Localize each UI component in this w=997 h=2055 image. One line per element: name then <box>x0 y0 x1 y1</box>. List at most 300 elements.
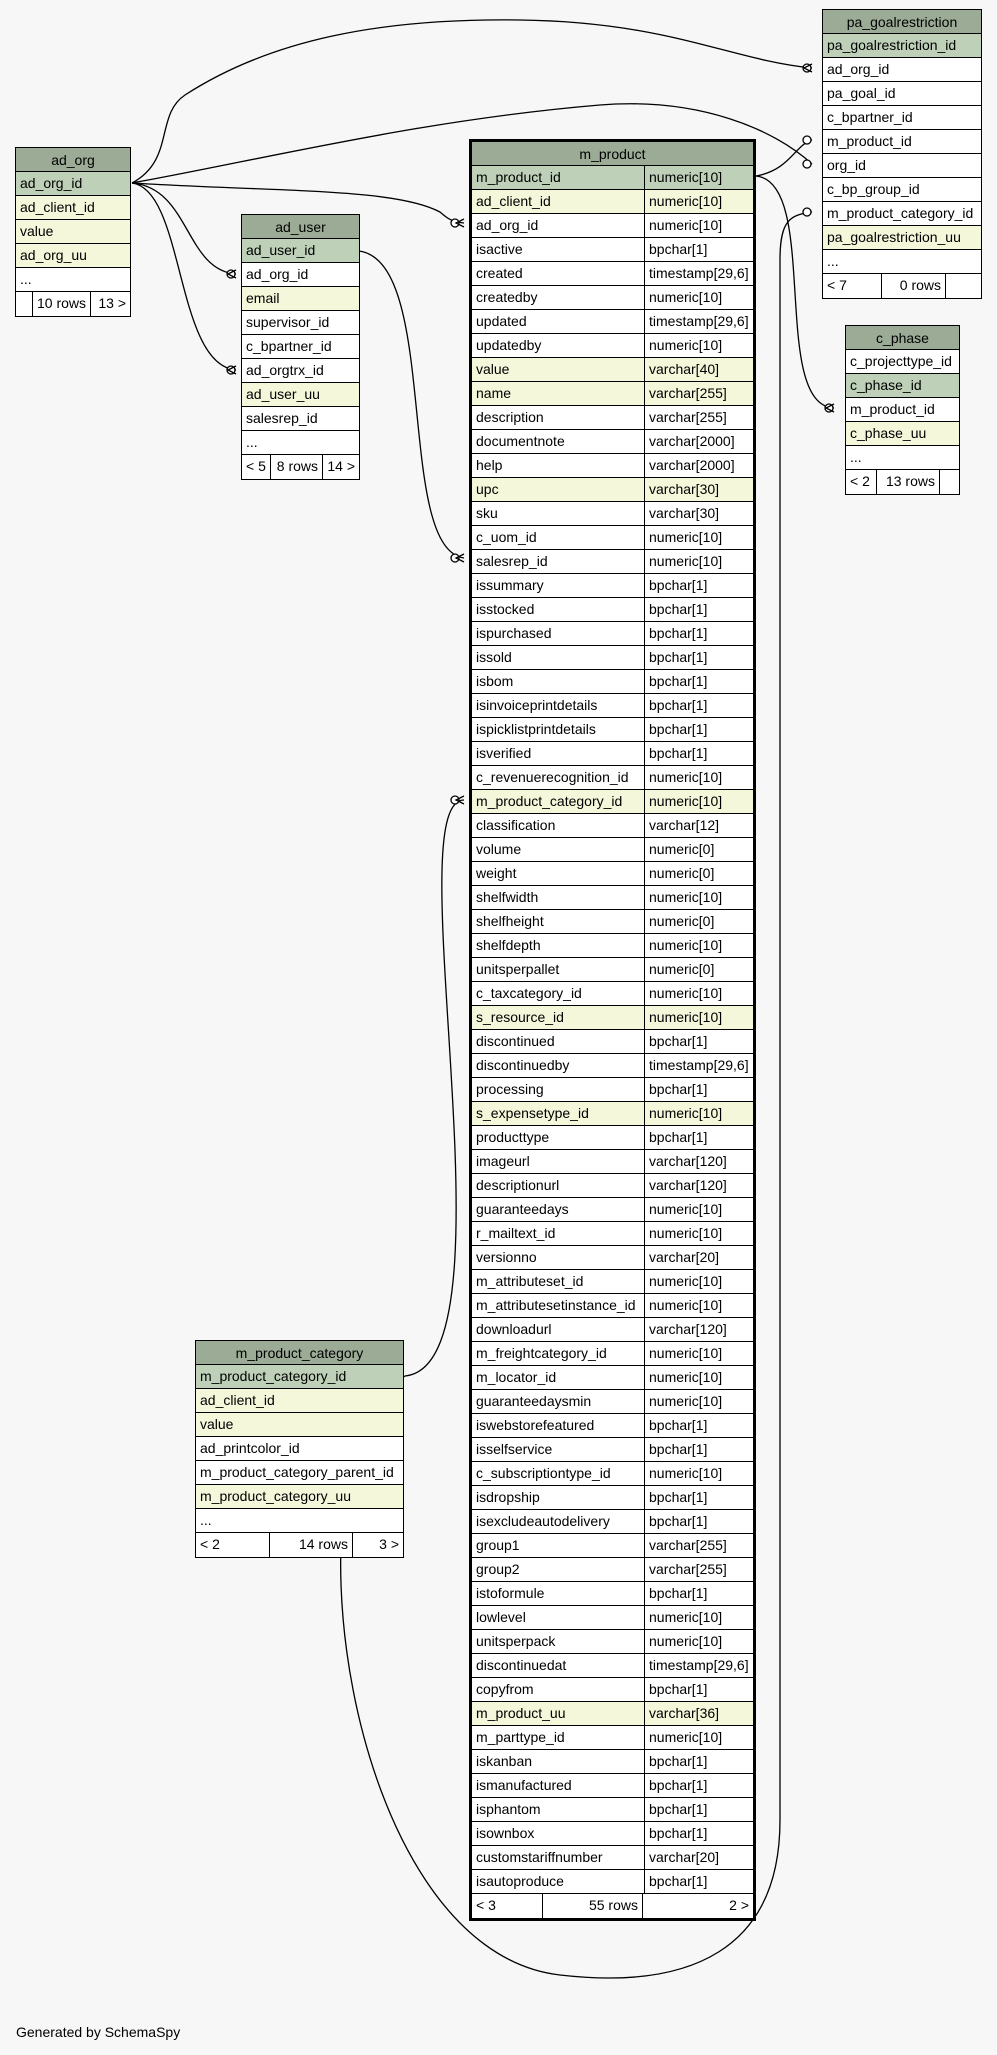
column-type: numeric[10] <box>644 334 753 357</box>
table-column-row[interactable] <box>823 226 981 250</box>
column-type: numeric[10] <box>644 1342 753 1365</box>
column-type: bpchar[1] <box>644 1510 753 1533</box>
table-footer <box>472 1894 753 1918</box>
table-pa-goalrestriction[interactable] <box>822 9 982 299</box>
column-type: numeric[10] <box>644 934 753 957</box>
column-name: ismanufactured <box>476 1777 572 1793</box>
column-type: varchar[20] <box>644 1846 753 1869</box>
table-column-row[interactable] <box>242 263 359 287</box>
table-column-row[interactable] <box>196 1365 403 1389</box>
table-column-row[interactable] <box>242 383 359 407</box>
column-type: numeric[10] <box>644 1006 753 1029</box>
column-name: m_locator_id <box>476 1369 557 1385</box>
table-header[interactable]: ad_user <box>242 215 359 239</box>
column-type: bpchar[1] <box>644 694 753 717</box>
relation-line <box>405 800 464 1376</box>
table-header[interactable]: m_product <box>472 142 753 166</box>
table-column-row[interactable] <box>242 335 359 359</box>
column-name: versionno <box>476 1249 537 1265</box>
table-column-row[interactable] <box>472 1798 753 1822</box>
footer-children-link[interactable]: 2 > <box>642 1894 753 1918</box>
table-column-row[interactable] <box>472 166 753 190</box>
column-type: varchar[2000] <box>644 430 753 453</box>
column-type: bpchar[1] <box>644 1798 753 1821</box>
table-column-row[interactable] <box>472 502 753 526</box>
column-name: m_parttype_id <box>476 1729 565 1745</box>
footer-parents-link[interactable]: < 5 <box>246 458 266 474</box>
table-column-row[interactable] <box>472 262 753 286</box>
table-column-row[interactable] <box>472 1606 753 1630</box>
column-name: ad_user_uu <box>246 386 320 402</box>
column-name: c_bpartner_id <box>246 338 332 354</box>
table-c-phase[interactable] <box>845 325 960 495</box>
column-name: customstariffnumber <box>476 1849 603 1865</box>
column-name: isverified <box>476 745 532 761</box>
table-column-row[interactable] <box>472 190 753 214</box>
table-column-row[interactable] <box>472 1318 753 1342</box>
column-name: guaranteedays <box>476 1201 569 1217</box>
table-column-row[interactable] <box>823 250 981 274</box>
table-column-row[interactable] <box>472 910 753 934</box>
column-name: lowlevel <box>476 1609 526 1625</box>
column-name: m_freightcategory_id <box>476 1345 607 1361</box>
column-name: isexcludeautodelivery <box>476 1513 610 1529</box>
footer-row-count: 55 rows <box>542 1894 642 1918</box>
table-column-row[interactable] <box>472 526 753 550</box>
column-type: varchar[36] <box>644 1702 753 1725</box>
column-type: varchar[2000] <box>644 454 753 477</box>
column-name: email <box>246 290 280 306</box>
table-column-row[interactable] <box>472 1414 753 1438</box>
table-header[interactable]: m_product_category <box>196 1341 403 1365</box>
column-name: supervisor_id <box>246 314 330 330</box>
relation-optional-marker <box>803 64 811 72</box>
table-column-row[interactable] <box>472 646 753 670</box>
column-type: numeric[10] <box>644 286 753 309</box>
column-type: numeric[10] <box>644 1222 753 1245</box>
column-name: ad_printcolor_id <box>200 1440 300 1456</box>
column-type: numeric[10] <box>644 1462 753 1485</box>
column-name: ad_org_id <box>20 175 83 191</box>
column-name: imageurl <box>476 1153 530 1169</box>
table-column-row[interactable] <box>472 1246 753 1270</box>
table-column-row[interactable] <box>16 172 130 196</box>
footer-row-count: 10 rows <box>32 292 90 316</box>
table-column-row[interactable] <box>196 1389 403 1413</box>
table-column-row[interactable] <box>472 1078 753 1102</box>
column-name: ispicklistprintdetails <box>476 721 596 737</box>
column-name: c_phase_uu <box>850 425 927 441</box>
column-name: ... <box>20 271 32 287</box>
table-column-row[interactable] <box>472 1102 753 1126</box>
table-column-row[interactable] <box>472 454 753 478</box>
table-column-row[interactable] <box>472 358 753 382</box>
footer-parents-link[interactable] <box>16 292 32 316</box>
relation-optional-marker <box>451 219 459 227</box>
table-column-row[interactable] <box>472 1174 753 1198</box>
table-column-row[interactable] <box>16 220 130 244</box>
table-column-row[interactable] <box>472 1582 753 1606</box>
column-name: salesrep_id <box>476 553 548 569</box>
column-type: bpchar[1] <box>644 1774 753 1797</box>
column-name: discontinued <box>476 1033 555 1049</box>
table-column-row[interactable] <box>472 838 753 862</box>
column-name: unitsperpallet <box>476 961 560 977</box>
column-name: ... <box>827 253 839 269</box>
table-column-row[interactable] <box>472 598 753 622</box>
table-column-row[interactable] <box>472 622 753 646</box>
column-type: numeric[10] <box>644 190 753 213</box>
table-column-row[interactable] <box>196 1413 403 1437</box>
relation-line <box>132 183 236 370</box>
column-name: createdby <box>476 289 538 305</box>
table-ad-user[interactable] <box>241 214 360 480</box>
column-name: m_product_id <box>476 169 561 185</box>
column-name: help <box>476 457 503 473</box>
table-column-row[interactable] <box>472 1678 753 1702</box>
column-name: shelfdepth <box>476 937 541 953</box>
table-column-row[interactable] <box>472 478 753 502</box>
footer-row-count: 13 rows <box>876 470 939 494</box>
column-type: numeric[10] <box>644 1270 753 1293</box>
table-ad-org[interactable] <box>15 147 131 317</box>
column-name: isinvoiceprintdetails <box>476 697 598 713</box>
table-header[interactable]: ad_org <box>16 148 130 172</box>
column-type: bpchar[1] <box>644 574 753 597</box>
table-column-row[interactable] <box>472 1438 753 1462</box>
column-name: group2 <box>476 1561 520 1577</box>
table-column-row[interactable] <box>472 1846 753 1870</box>
crowfoot-marker <box>804 64 812 72</box>
relation-optional-marker <box>451 554 459 562</box>
column-name: ... <box>850 449 862 465</box>
column-name: c_phase_id <box>850 377 922 393</box>
table-column-row[interactable] <box>472 742 753 766</box>
column-type: bpchar[1] <box>644 646 753 669</box>
table-column-row[interactable] <box>472 574 753 598</box>
column-type: bpchar[1] <box>644 598 753 621</box>
table-column-row[interactable] <box>472 1654 753 1678</box>
table-column-row[interactable] <box>472 1198 753 1222</box>
column-name: created <box>476 265 523 281</box>
table-column-row[interactable] <box>472 214 753 238</box>
relation-optional-marker <box>803 208 811 216</box>
column-type: numeric[10] <box>644 166 753 189</box>
relation-optional-marker <box>227 270 235 278</box>
crowfoot-marker <box>456 554 464 562</box>
table-column-row[interactable] <box>472 1510 753 1534</box>
table-column-row[interactable] <box>472 1534 753 1558</box>
table-m-product-category[interactable] <box>195 1340 404 1558</box>
table-column-row[interactable] <box>472 814 753 838</box>
table-column-row[interactable] <box>472 1462 753 1486</box>
column-name: value <box>20 223 54 239</box>
footer-parents-link[interactable]: < 3 <box>476 1897 496 1913</box>
column-type: numeric[10] <box>644 1198 753 1221</box>
column-name: description <box>476 409 544 425</box>
generated-by-label: Generated by SchemaSpy <box>16 2024 181 2040</box>
table-column-row[interactable] <box>472 1390 753 1414</box>
column-name: m_product_category_parent_id <box>200 1464 394 1480</box>
column-name: ... <box>246 434 258 450</box>
table-column-row[interactable] <box>472 1270 753 1294</box>
column-name: producttype <box>476 1129 550 1145</box>
column-type: bpchar[1] <box>644 1126 753 1149</box>
relation-optional-marker <box>803 160 811 168</box>
column-type: bpchar[1] <box>644 1030 753 1053</box>
table-column-row[interactable] <box>472 1030 753 1054</box>
table-column-row[interactable] <box>472 1150 753 1174</box>
relation-optional-marker <box>803 136 811 144</box>
table-column-row[interactable] <box>472 1750 753 1774</box>
table-column-row[interactable] <box>472 670 753 694</box>
table-column-row[interactable] <box>846 446 959 470</box>
relation-line <box>756 140 812 176</box>
column-name: ad_org_id <box>246 266 309 282</box>
column-type: varchar[255] <box>644 406 753 429</box>
table-column-row[interactable] <box>472 238 753 262</box>
table-column-row[interactable] <box>196 1509 403 1533</box>
column-name: m_product_id <box>850 401 935 417</box>
column-name: unitsperpack <box>476 1633 556 1649</box>
table-column-row[interactable] <box>472 1126 753 1150</box>
table-column-row[interactable] <box>196 1437 403 1461</box>
column-name: isownbox <box>476 1825 535 1841</box>
table-column-row[interactable] <box>472 886 753 910</box>
column-name: value <box>476 361 510 377</box>
table-column-row[interactable] <box>472 310 753 334</box>
column-name: iswebstorefeatured <box>476 1417 595 1433</box>
column-type: timestamp[29,6] <box>644 1054 753 1077</box>
crowfoot-marker <box>456 219 464 227</box>
column-name: c_taxcategory_id <box>476 985 582 1001</box>
table-column-row[interactable] <box>472 1486 753 1510</box>
column-type: numeric[10] <box>644 1102 753 1125</box>
table-column-row[interactable] <box>472 1630 753 1654</box>
column-type: bpchar[1] <box>644 742 753 765</box>
table-column-row[interactable] <box>472 694 753 718</box>
column-type: timestamp[29,6] <box>644 262 753 285</box>
column-name: m_product_category_id <box>476 793 623 809</box>
table-column-row[interactable] <box>472 1294 753 1318</box>
column-name: c_subscriptiontype_id <box>476 1465 611 1481</box>
table-column-row[interactable] <box>472 958 753 982</box>
footer-children-link[interactable]: 14 > <box>322 455 359 479</box>
table-column-row[interactable] <box>472 718 753 742</box>
column-type: varchar[40] <box>644 358 753 381</box>
table-column-row[interactable] <box>242 431 359 455</box>
column-type: bpchar[1] <box>644 718 753 741</box>
table-column-row[interactable] <box>846 398 959 422</box>
column-name: discontinuedby <box>476 1057 570 1073</box>
column-type: numeric[10] <box>644 214 753 237</box>
table-column-row[interactable] <box>823 58 981 82</box>
table-footer <box>16 292 130 316</box>
table-header[interactable]: pa_goalrestriction <box>823 10 981 34</box>
table-column-row[interactable] <box>472 1222 753 1246</box>
table-column-row[interactable] <box>472 286 753 310</box>
table-column-row[interactable] <box>472 1006 753 1030</box>
column-name: m_product_uu <box>476 1705 566 1721</box>
column-type: varchar[255] <box>644 382 753 405</box>
table-column-row[interactable] <box>472 1774 753 1798</box>
relation-line <box>359 251 464 558</box>
column-type: bpchar[1] <box>644 1486 753 1509</box>
column-type: varchar[120] <box>644 1174 753 1197</box>
table-footer <box>823 274 981 298</box>
column-name: m_product_id <box>827 133 912 149</box>
column-type: numeric[0] <box>644 958 753 981</box>
table-column-row[interactable] <box>242 239 359 263</box>
table-m-product[interactable] <box>469 139 756 1921</box>
column-type: timestamp[29,6] <box>644 310 753 333</box>
table-footer <box>846 470 959 494</box>
table-footer <box>242 455 359 479</box>
column-name: isselfservice <box>476 1441 553 1457</box>
table-column-row[interactable] <box>472 1702 753 1726</box>
column-name: m_attributeset_id <box>476 1273 584 1289</box>
footer-parents-link[interactable]: < 2 <box>200 1536 220 1552</box>
table-column-row[interactable] <box>472 382 753 406</box>
column-name: ad_user_id <box>246 242 316 258</box>
column-type: numeric[10] <box>644 766 753 789</box>
table-column-row[interactable] <box>823 34 981 58</box>
table-column-row[interactable] <box>472 334 753 358</box>
column-type: bpchar[1] <box>644 238 753 261</box>
column-type: varchar[20] <box>644 1246 753 1269</box>
column-name: pa_goalrestriction_id <box>827 37 957 53</box>
column-name: ad_orgtrx_id <box>246 362 324 378</box>
crowfoot-marker <box>826 404 834 412</box>
table-column-row[interactable] <box>242 407 359 431</box>
footer-row-count: 0 rows <box>881 274 945 298</box>
column-name: copyfrom <box>476 1681 534 1697</box>
table-column-row[interactable] <box>242 359 359 383</box>
column-name: s_resource_id <box>476 1009 564 1025</box>
column-name: isactive <box>476 241 523 257</box>
column-type: bpchar[1] <box>644 1438 753 1461</box>
table-column-row[interactable] <box>472 1726 753 1750</box>
table-column-row[interactable] <box>472 790 753 814</box>
relation-optional-marker <box>825 404 833 412</box>
column-type: numeric[10] <box>644 550 753 573</box>
table-header[interactable]: c_phase <box>846 326 959 350</box>
footer-row-count: 8 rows <box>270 455 322 479</box>
table-column-row[interactable] <box>823 106 981 130</box>
column-type: varchar[120] <box>644 1150 753 1173</box>
table-column-row[interactable] <box>242 311 359 335</box>
column-name: discontinuedat <box>476 1657 567 1673</box>
table-column-row[interactable] <box>472 430 753 454</box>
column-name: c_bp_group_id <box>827 181 920 197</box>
column-name: isdropship <box>476 1489 540 1505</box>
table-column-row[interactable] <box>16 268 130 292</box>
footer-children-link[interactable]: 13 > <box>90 292 130 316</box>
table-column-row[interactable] <box>472 1822 753 1846</box>
table-column-row[interactable] <box>472 406 753 430</box>
table-column-row[interactable] <box>472 982 753 1006</box>
column-type: varchar[30] <box>644 478 753 501</box>
table-footer <box>196 1533 403 1557</box>
column-type: varchar[255] <box>644 1558 753 1581</box>
table-column-row[interactable] <box>472 1054 753 1078</box>
table-column-row[interactable] <box>472 1342 753 1366</box>
table-column-row[interactable] <box>472 1558 753 1582</box>
crowfoot-marker <box>228 366 236 374</box>
column-type: bpchar[1] <box>644 1870 753 1893</box>
table-column-row[interactable] <box>823 130 981 154</box>
table-column-row[interactable] <box>472 862 753 886</box>
footer-parents-link[interactable]: < 2 <box>850 473 870 489</box>
table-column-row[interactable] <box>846 422 959 446</box>
column-name: name <box>476 385 512 401</box>
column-name: downloadurl <box>476 1321 552 1337</box>
column-name: ad_org_uu <box>20 247 87 263</box>
column-name: ad_client_id <box>200 1392 275 1408</box>
column-type: bpchar[1] <box>644 1078 753 1101</box>
table-column-row[interactable] <box>472 550 753 574</box>
table-column-row[interactable] <box>823 154 981 178</box>
column-type: numeric[10] <box>644 886 753 909</box>
column-name: org_id <box>827 157 866 173</box>
column-name: r_mailtext_id <box>476 1225 556 1241</box>
column-type: varchar[30] <box>644 502 753 525</box>
table-column-row[interactable] <box>846 350 959 374</box>
crowfoot-marker <box>456 796 464 804</box>
column-type: bpchar[1] <box>644 1582 753 1605</box>
table-column-row[interactable] <box>846 374 959 398</box>
column-name: isphantom <box>476 1801 541 1817</box>
table-column-row[interactable] <box>472 1870 753 1894</box>
column-type: varchar[120] <box>644 1318 753 1341</box>
footer-parents-link[interactable]: < 7 <box>827 277 847 293</box>
table-column-row[interactable] <box>823 202 981 226</box>
table-column-row[interactable] <box>472 1366 753 1390</box>
column-name: guaranteedaysmin <box>476 1393 592 1409</box>
table-column-row[interactable] <box>823 82 981 106</box>
column-name: processing <box>476 1081 544 1097</box>
column-type: numeric[0] <box>644 838 753 861</box>
table-column-row[interactable] <box>823 178 981 202</box>
column-type: varchar[12] <box>644 814 753 837</box>
table-column-row[interactable] <box>196 1461 403 1485</box>
table-column-row[interactable] <box>16 244 130 268</box>
column-type: bpchar[1] <box>644 670 753 693</box>
column-name: group1 <box>476 1537 520 1553</box>
column-type: bpchar[1] <box>644 622 753 645</box>
footer-children-link[interactable] <box>945 274 981 298</box>
column-name: updatedby <box>476 337 542 353</box>
column-name: ispurchased <box>476 625 552 641</box>
relation-optional-marker <box>227 366 235 374</box>
column-name: descriptionurl <box>476 1177 560 1193</box>
table-column-row[interactable] <box>196 1485 403 1509</box>
table-column-row[interactable] <box>242 287 359 311</box>
column-type: varchar[255] <box>644 1534 753 1557</box>
footer-children-link[interactable] <box>939 470 959 494</box>
column-name: updated <box>476 313 527 329</box>
crowfoot-marker <box>228 270 236 278</box>
column-name: classification <box>476 817 556 833</box>
footer-children-link[interactable]: 3 > <box>352 1533 403 1557</box>
table-column-row[interactable] <box>472 766 753 790</box>
column-name: s_expensetype_id <box>476 1105 589 1121</box>
column-type: numeric[10] <box>644 1294 753 1317</box>
column-type: numeric[10] <box>644 526 753 549</box>
table-column-row[interactable] <box>472 934 753 958</box>
table-column-row[interactable] <box>16 196 130 220</box>
column-name: c_revenuerecognition_id <box>476 769 629 785</box>
